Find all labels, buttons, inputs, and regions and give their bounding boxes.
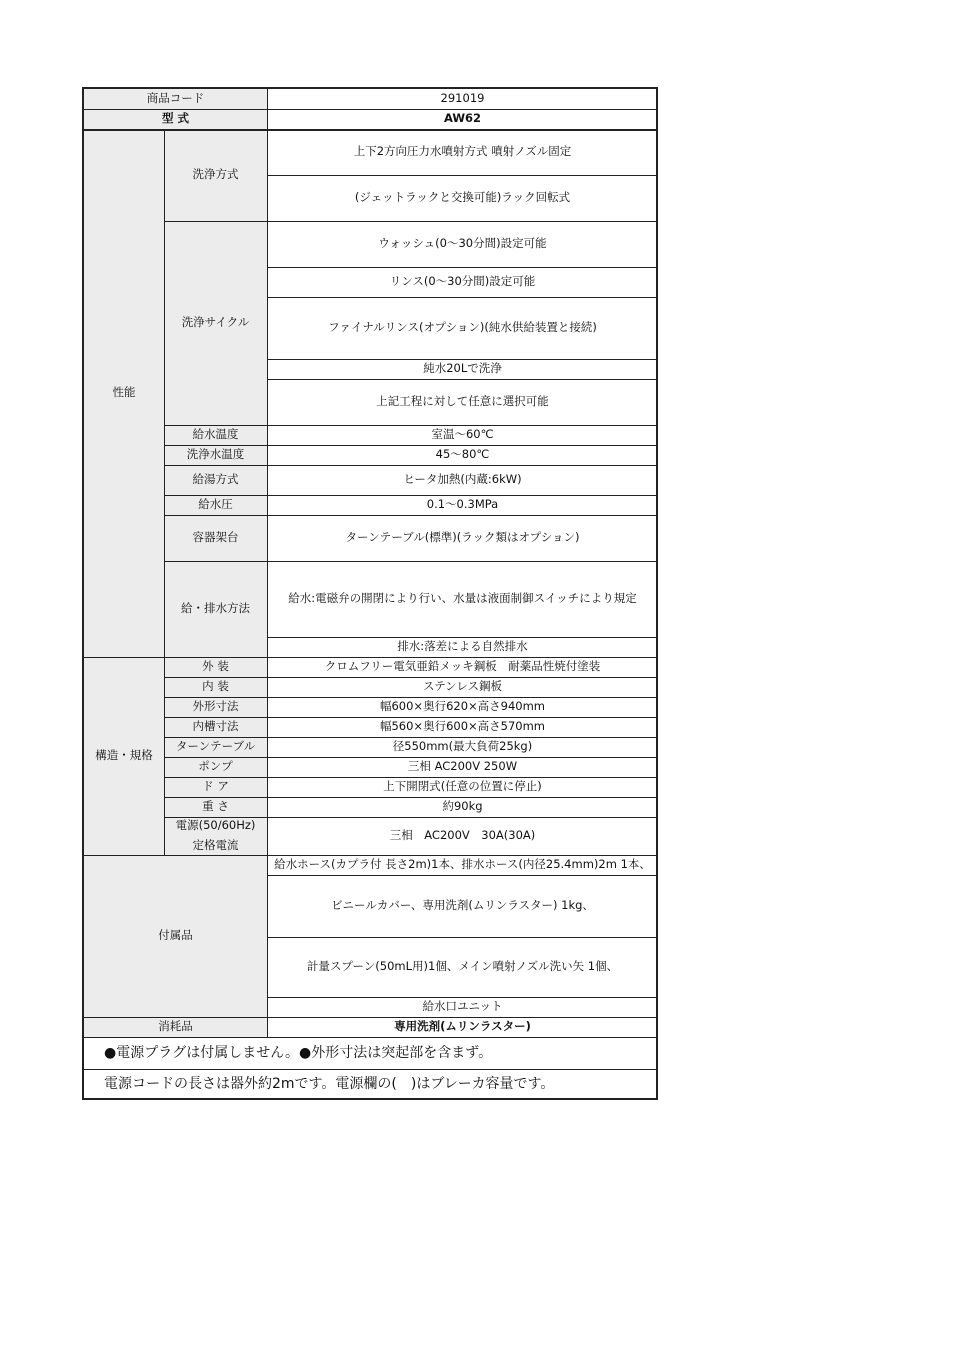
divider <box>164 777 658 778</box>
spec-table <box>82 87 658 1100</box>
supply-temp-label: 給水温度 <box>164 425 267 445</box>
divider <box>267 297 658 298</box>
accessory-item-1: 給水ホース(カプラ付 長さ2m)1本、排水ホース(内径25.4mm)2m 1本、 <box>274 857 651 872</box>
interior-label: 内 装 <box>164 677 267 697</box>
divider <box>164 515 658 516</box>
wash-cycle-value-3: ファイナルリンス(オプション)(純水供給装置と接続) <box>328 320 597 335</box>
divider <box>84 1037 658 1038</box>
consumables-value: 専用洗剤(ムリンラスター) <box>394 1019 531 1034</box>
divider <box>267 937 658 938</box>
accessory-item-4: 給水口ユニット <box>422 999 503 1014</box>
divider <box>267 379 658 380</box>
pump-label: ポンプ <box>164 757 267 777</box>
wash-water-temp-label: 洗浄水温度 <box>164 445 267 465</box>
supply-drain-label: 給・排水方法 <box>164 561 267 657</box>
divider <box>84 855 658 856</box>
power-label-line1: 電源(50/60Hz) <box>175 818 256 833</box>
inner-dimensions-value: 幅560×奥行600×高さ570mm <box>379 719 546 734</box>
wash-method-label: 洗浄方式 <box>164 129 267 221</box>
product-code-value: 291019 <box>440 91 485 106</box>
divider <box>84 1017 658 1018</box>
divider <box>164 425 658 426</box>
wash-cycle-label: 洗浄サイクル <box>164 221 267 425</box>
turntable-label: ターンテーブル <box>164 737 267 757</box>
wash-water-temp-value: 45～80℃ <box>435 447 490 462</box>
inner-dimensions-label: 内槽寸法 <box>164 717 267 737</box>
power-label-line2: 定格電流 <box>192 838 239 852</box>
power-label <box>164 817 267 855</box>
turntable-value: 径550mm(最大負荷25kg) <box>392 739 533 754</box>
model-value: AW62 <box>443 111 482 126</box>
divider <box>164 221 658 222</box>
divider <box>267 89 268 1037</box>
divider <box>267 637 658 638</box>
pump-value: 三相 AC200V 250W <box>407 759 518 774</box>
divider <box>164 561 658 562</box>
supply-pressure-value: 0.1～0.3MPa <box>426 497 499 512</box>
divider <box>267 267 658 268</box>
rack-label: 容器架台 <box>164 515 267 561</box>
accessories-label: 付属品 <box>84 855 267 1017</box>
divider <box>164 465 658 466</box>
divider <box>164 697 658 698</box>
divider <box>164 757 658 758</box>
divider <box>164 445 658 446</box>
accessory-item-3: 計量スプーン(50mL用)1個、メイン噴射ノズル洗い矢 1個、 <box>306 959 619 974</box>
rack-value: ターンテーブル(標準)(ラック類はオプション) <box>345 530 580 545</box>
hot-water-method-value: ヒータ加熱(内蔵:6kW) <box>403 472 522 487</box>
divider <box>84 129 658 131</box>
performance-label: 性能 <box>84 129 164 657</box>
divider <box>84 657 658 658</box>
divider <box>164 717 658 718</box>
exterior-value: クロムフリー電気亜鉛メッキ鋼板 耐薬品性焼付塗装 <box>324 659 601 674</box>
note-1: ●電源プラグは付属しません。●外形寸法は突起部を含まず。 <box>104 1044 493 1061</box>
divider <box>164 737 658 738</box>
wash-method-value-2: (ジェットラックと交換可能)ラック回転式 <box>354 190 571 205</box>
model-label: 型 式 <box>84 109 267 129</box>
structure-label: 構造・規格 <box>84 657 164 855</box>
wash-cycle-value-2: リンス(0～30分間)設定可能 <box>389 274 536 289</box>
consumables-label: 消耗品 <box>84 1017 267 1037</box>
hot-water-method-label: 給湯方式 <box>164 465 267 495</box>
supply-drain-value-1: 給水:電磁弁の開閉により行い、水量は液面制御スイッチにより規定 <box>288 591 637 606</box>
divider <box>164 677 658 678</box>
divider <box>267 875 658 876</box>
wash-cycle-value-5: 上記工程に対して任意に選択可能 <box>376 394 549 409</box>
outer-dimensions-value: 幅600×奥行620×高さ940mm <box>379 699 546 714</box>
door-value: 上下開閉式(任意の位置に停止) <box>383 779 542 794</box>
supply-pressure-label: 給水圧 <box>164 495 267 515</box>
divider <box>84 1069 658 1070</box>
interior-value: ステンレス鋼板 <box>422 679 503 694</box>
outer-dimensions-label: 外形寸法 <box>164 697 267 717</box>
divider <box>164 129 165 855</box>
note-2: 電源コードの長さは器外約2mです。電源欄の( )はブレーカ容量です。 <box>104 1076 555 1093</box>
wash-method-value-1: 上下2方向圧力水噴射方式 噴射ノズル固定 <box>353 144 572 159</box>
divider <box>164 797 658 798</box>
weight-label: 重 さ <box>164 797 267 817</box>
product-code-label: 商品コード <box>84 89 267 109</box>
supply-temp-value: 室温～60℃ <box>431 427 494 442</box>
divider <box>84 109 658 110</box>
wash-cycle-value-4: 純水20Lで洗浄 <box>423 361 502 376</box>
divider <box>267 175 658 176</box>
wash-cycle-value-1: ウォッシュ(0～30分間)設定可能 <box>378 236 547 251</box>
power-value: 三相 AC200V 30A(30A) <box>389 828 536 843</box>
weight-value: 約90kg <box>442 799 483 814</box>
accessory-item-2: ビニールカバー、専用洗剤(ムリンラスター) 1kg、 <box>331 898 594 913</box>
supply-drain-value-2: 排水:落差による自然排水 <box>397 639 528 654</box>
door-label: ド ア <box>164 777 267 797</box>
divider <box>267 997 658 998</box>
divider <box>267 359 658 360</box>
divider <box>164 817 658 818</box>
exterior-label: 外 装 <box>164 657 267 677</box>
divider <box>164 495 658 496</box>
